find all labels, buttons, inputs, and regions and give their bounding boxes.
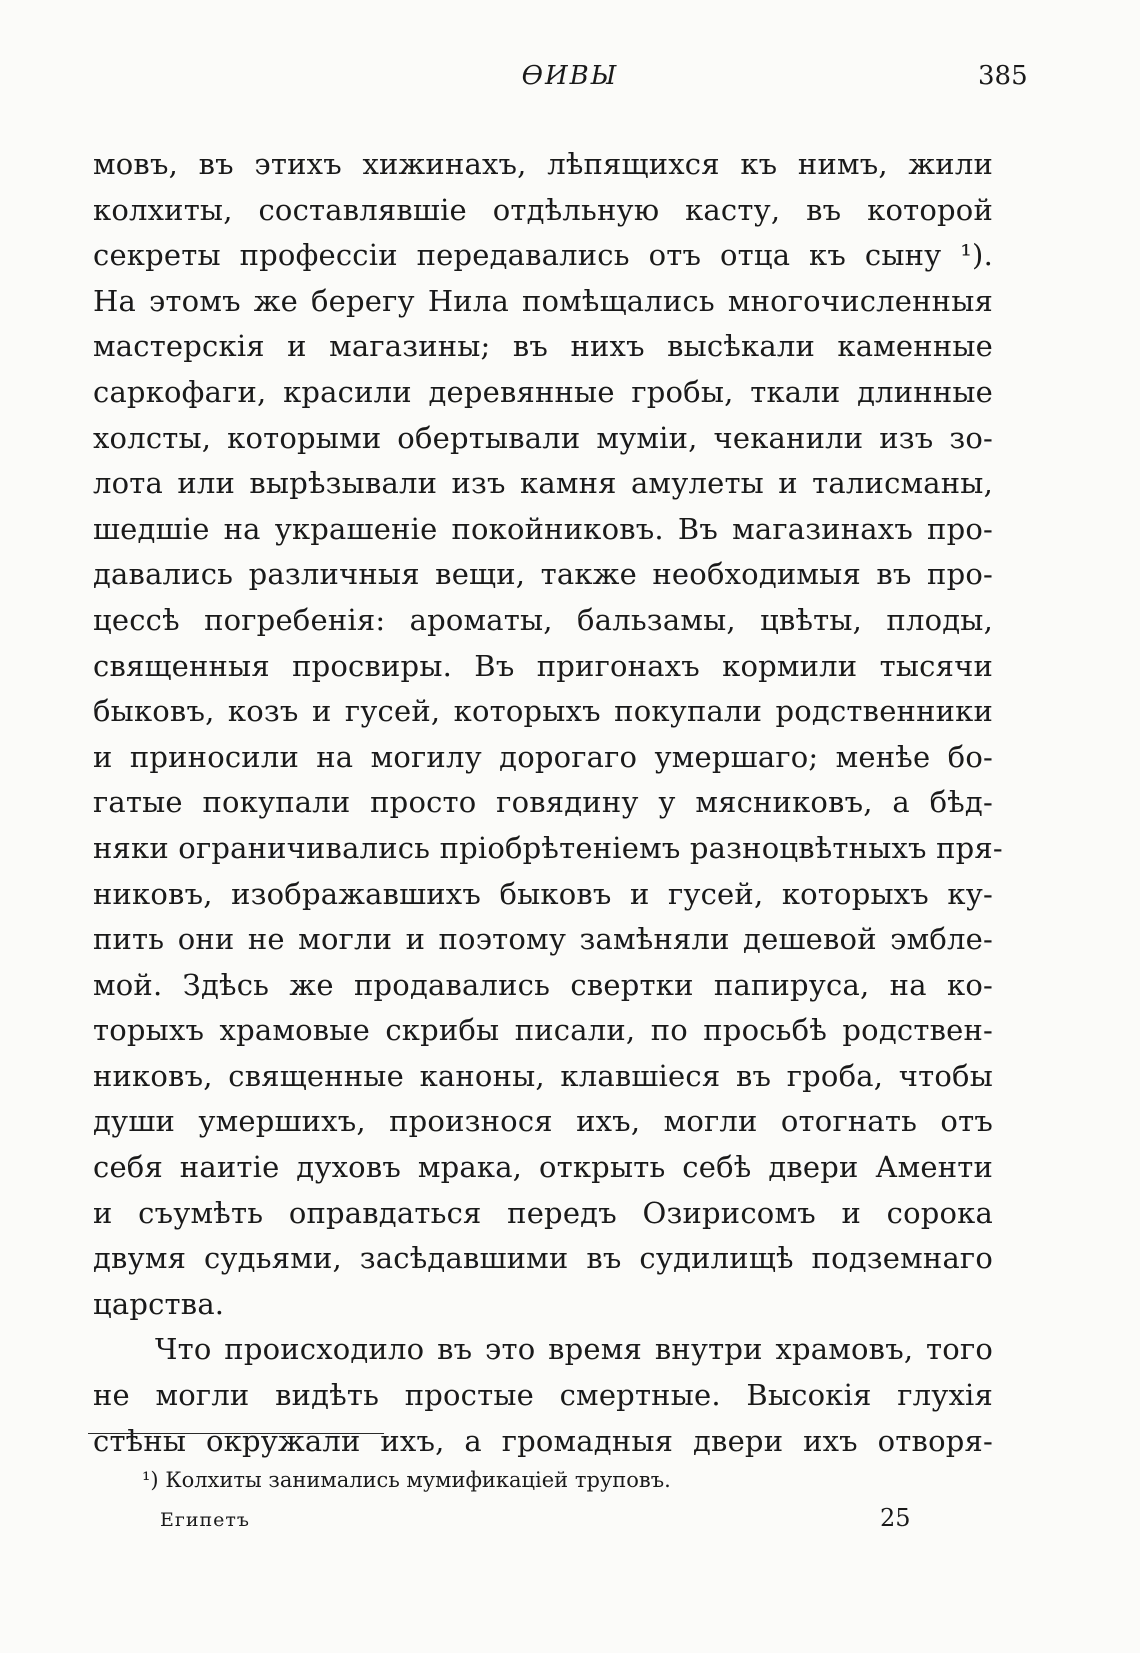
text-line: гатые покупали просто говядину у мясниковъ, а бѣд-	[93, 785, 993, 820]
text-line: никовъ, священные каноны, клавшіеся въ гроба, чтобы	[93, 1058, 993, 1093]
text-line: На этомъ же берегу Нила помѣщались многочисленныя	[93, 283, 993, 318]
body-text	[93, 142, 1003, 1464]
running-head-title: ѲИВЫ	[521, 61, 619, 91]
text-line: колхиты, составлявшіе отдѣльную касту, въ которой	[93, 192, 993, 227]
text-line: царства.	[93, 1286, 225, 1321]
footnote	[142, 1466, 671, 1494]
text-line: и приносили на могилу дорогаго умершаго; менѣе бо-	[93, 739, 993, 774]
text-line: не могли видѣть простые смертные. Высокія глухія	[93, 1378, 993, 1413]
text-line: холсты, которыми обертывали муміи, чеканили изъ зо-	[93, 420, 993, 455]
text-line: секреты профессіи передавались отъ отца къ сыну ¹).	[93, 238, 993, 273]
text-line: никовъ, изображавшихъ быковъ и гусей, которыхъ ку-	[93, 876, 993, 911]
text-line: быковъ, козъ и гусей, которыхъ покупали родственники	[93, 694, 993, 729]
signature-number: 25	[880, 1504, 911, 1532]
text-line: шедшіе на украшеніе покойниковъ. Въ магазинахъ про-	[93, 511, 993, 546]
text-line: двумя судьями, засѣдавшими въ судилищѣ подземнаго	[93, 1241, 993, 1276]
text-line: цессѣ погребенія: ароматы, бальзамы, цвѣты, плоды,	[93, 602, 993, 637]
text-line: стѣны окружали ихъ, а громадныя двери ихъ отворя-	[93, 1423, 993, 1458]
text-line: няки ограничивались пріобрѣтеніемъ разноцвѣтныхъ пря-	[93, 830, 1003, 865]
text-line: мастерскія и магазины; въ нихъ высѣкали каменные	[93, 329, 993, 364]
text-line: давались различныя вещи, также необходимыя въ про-	[93, 557, 993, 592]
text-line: пить они не могли и поэтому замѣняли дешевой эмбле-	[93, 922, 993, 957]
text-line: мовъ, въ этихъ хижинахъ, лѣпящихся къ нимъ, жили	[93, 147, 993, 181]
text-line: лота или вырѣзывали изъ камня амулеты и талисманы,	[93, 466, 993, 501]
text-line: и съумѣть оправдаться передъ Озирисомъ и сорока	[93, 1195, 993, 1230]
text-line: души умершихъ, произнося ихъ, могли отогнать отъ	[93, 1104, 993, 1139]
running-head	[0, 56, 1140, 96]
text-line: священныя просвиры. Въ пригонахъ кормили тысячи	[93, 648, 993, 683]
text-line: торыхъ храмовые скрибы писали, по просьбѣ родствен-	[93, 1013, 993, 1048]
text-line: себя наитіе духовъ мрака, открыть себѣ двери Аменти	[93, 1150, 993, 1185]
footnote-text: Колхиты занимались мумификаціей труповъ.	[165, 1468, 671, 1492]
text-line: мой. Здѣсь же продавались свертки папируса, на ко-	[93, 967, 993, 1002]
footnote-rule	[88, 1433, 384, 1434]
text-line: Что происходило въ это время внутри храмовъ, того	[155, 1332, 993, 1367]
page-number: 385	[978, 61, 1028, 91]
text-line: саркофаги, красили деревянные гробы, ткали длинные	[93, 374, 993, 409]
signature-label: Египетъ	[160, 1509, 250, 1531]
footnote-marker: ¹)	[142, 1468, 159, 1492]
